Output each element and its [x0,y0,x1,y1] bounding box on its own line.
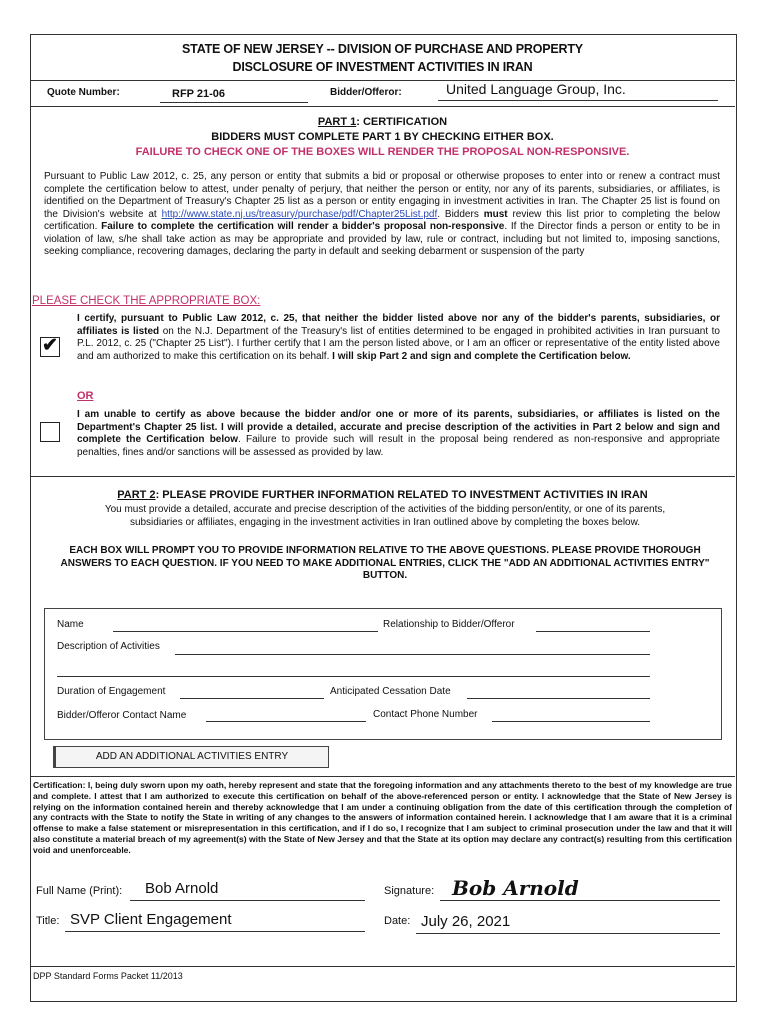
contact-phone-field[interactable] [492,721,650,722]
quote-number-label: Quote Number: [47,87,120,98]
footer-divider [30,966,735,967]
part1-warning: FAILURE TO CHECK ONE OF THE BOXES WILL RENDER THE PROPOSAL NON-RESPONSIVE. [135,146,630,158]
full-name-value[interactable]: Bob Arnold [145,880,219,897]
add-activities-entry-button[interactable]: ADD AN ADDITIONAL ACTIVITIES ENTRY [53,746,329,768]
header-divider [30,80,735,81]
part1-divider [30,476,735,477]
description-field-line2[interactable] [57,676,650,677]
contact-name-field[interactable] [206,721,366,722]
contact-name-label: Bidder/Offeror Contact Name [57,710,187,721]
contact-phone-label: Contact Phone Number [373,709,478,720]
cessation-label: Anticipated Cessation Date [330,686,451,697]
part1-intro: Pursuant to Public Law 2012, c. 25, any person or entity that submits a bid or proposal or otherwise proposes to enter into or renew a contract must complete the certification below to attest, under penalty of perjury, that neither the person or entity, nor any of its parents, subsidiaries, or affiliates, is identified on the Department of Treasury's Chapter 25 list as a person or entity engaging in investment activities in Iran. The Chapter 25 list is found on the Division's website at http://www.state.nj.us/treasury/purchase/pdf/Chapter25List.pdf. Bidders must review this list prior to completing the below certification. Failure to complete the certification will render a bidder's proposal non-responsive. If the Director finds a person or entity to be in violation of law, s/he shall take action as may be appropriate and provided by law, rule or contract, including but not limited to, imposing sanctions, seeking compliance, recovering damages, declaring the party in default and seeking debarment or suspension of the party [44,171,721,257]
name-field[interactable] [113,631,378,632]
form-title-line2: DISCLOSURE OF INVESTMENT ACTIVITIES IN IRAN [232,60,533,74]
option1-text: I certify, pursuant to Public Law 2012, c. 25, that neither the bidder listed above nor any of the bidder's parents, subsidiaries, or affiliates is listed on the N.J. Department of the Treasury's list of entities determined to be engaged in prohibited activities in Iran pursuant to P.L. 2012, c. 25 ("Chapter 25 List"). I further certify that I am the person listed above, or I am an officer or representative of the entity listed above and am authorized to make this certification on its behalf. I will skip Part 2 and sign and complete the Certification below. [77,313,720,362]
chapter25-link[interactable]: http://www.state.nj.us/treasury/purchase/pdf/Chapter25List.pdf [161,208,438,220]
form-title-line1: STATE OF NEW JERSEY -- DIVISION OF PURCHASE AND PROPERTY [182,42,583,56]
part1-subtitle: BIDDERS MUST COMPLETE PART 1 BY CHECKING EITHER BOX. [211,131,554,143]
relationship-label: Relationship to Bidder/Offeror [383,619,515,630]
signature-value[interactable]: Bob Arnold [452,876,579,900]
date-value[interactable]: July 26, 2021 [421,913,511,930]
title-value[interactable]: SVP Client Engagement [70,911,232,928]
part1-title: PART 1: CERTIFICATION [317,116,448,128]
option2-text: I am unable to certify as above because the bidder and/or one or more of its parents, subsidiaries, or affiliates is listed on the Department's Chapter 25 list. I will provide a detailed, accurate and precise description of the activities in Part 2 below and sign and complete the Certification below. Failure to provide such will result in the proposal being rendered as non-responsive and appropriate penalties, fines and/or sanctions will be assessed as provided by law. [77,409,720,458]
certification-text: Certification: I, being duly sworn upon my oath, hereby represent and state that the foregoing information and any attachments thereto to the best of my knowledge are true and complete. I attest that I am authorized to execute this certification on behalf of the above-referenced person or entity. I acknowledge that the State of New Jersey is relying on the information contained herein and thereby acknowledge that I am under a continuing obligation from the date of this certification through the completion of any contracts with the State to notify the State in writing of any changes to the answers of information contained herein. I acknowledge that I am aware that it is a criminal offense to make a false statement or misrepresentation in this certification, and if I do so, I recognize that I am subject to criminal prosecution under the law and that it will also constitute a material breach of my agreement(s) with the State of New Jersey and that the State at its option may declare any contract(s) resulting from this certification void and unenforceable. [33,780,732,855]
description-field-line1[interactable] [175,654,650,655]
signature-line [440,900,720,901]
option2-checkbox[interactable] [40,422,60,442]
quote-number-line [160,102,308,103]
quote-number-value[interactable]: RFP 21-06 [172,88,225,100]
full-name-label: Full Name (Print): [36,885,123,897]
date-label: Date: [384,915,411,927]
description-label: Description of Activities [57,641,160,652]
relationship-field[interactable] [536,631,650,632]
part2-instructions: EACH BOX WILL PROMPT YOU TO PROVIDE INFORMATION RELATIVE TO THE ABOVE QUESTIONS. PLEASE PROVIDE THOROUGH ANSWERS TO EACH QUESTION. IF YOU NEED TO MAKE ADDITIONAL ENTRIES, CLICK THE "ADD AN ADDITIONAL ACTIVITIES ENTRY" BUTTON. [60,545,710,581]
duration-field[interactable] [180,698,324,699]
option1-checkbox[interactable] [40,337,60,357]
bidder-label: Bidder/Offeror: [330,87,402,98]
name-label: Name [57,619,84,630]
part2-title: PART 2: PLEASE PROVIDE FURTHER INFORMATION RELATED TO INVESTMENT ACTIVITIES IN IRAN [117,489,648,501]
duration-label: Duration of Engagement [57,686,166,697]
part2-divider [30,776,735,777]
title-label: Title: [36,915,60,927]
footer-packet: DPP Standard Forms Packet 11/2013 [33,971,183,981]
check-icon: ✔ [42,335,58,356]
part2-desc: You must provide a detailed, accurate and precise description of the activities of the bidding person/entity, or one of its parents, subsidiaries or affiliates, engaging in the investment activities in Iran outlined above by completing the boxes below. [104,504,666,528]
bidder-line [438,100,718,101]
full-name-line [130,900,365,901]
or-label: OR [77,390,94,402]
check-prompt: PLEASE CHECK THE APPROPRIATE BOX: [32,295,261,307]
cessation-field[interactable] [467,698,650,699]
quote-divider [30,106,735,107]
title-line [65,931,365,932]
signature-label: Signature: [384,885,435,897]
bidder-value[interactable]: United Language Group, Inc. [446,81,626,97]
date-line [416,933,720,934]
